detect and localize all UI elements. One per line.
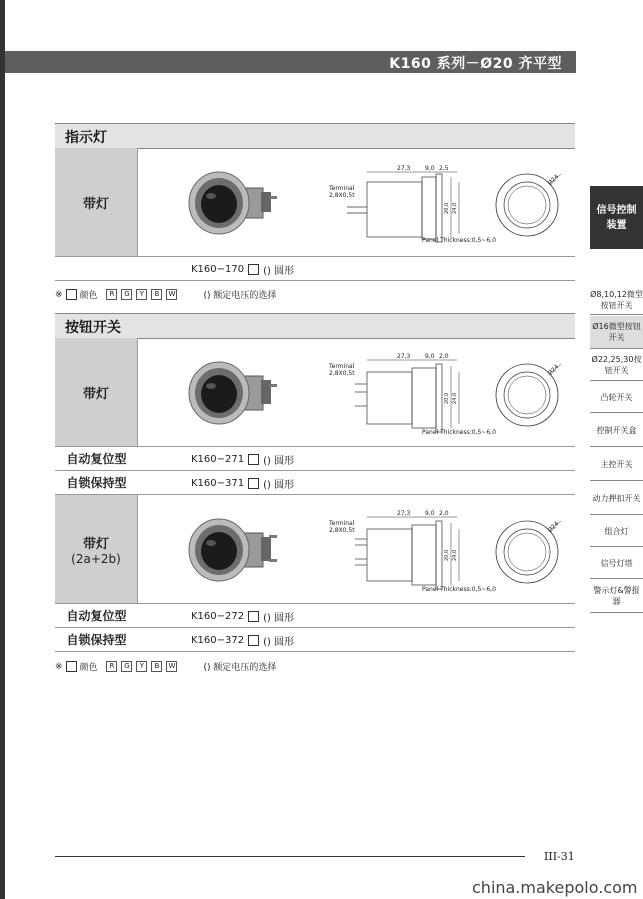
panel-thickness: Panel Thickness:0,5~6,0 [422,586,496,593]
indicator-product-row [55,148,575,257]
pushbutton-note: ※ 颜色 R G Y B W () 额定电压的选择 [55,661,277,673]
pb1-product-label: 带灯 [55,338,138,446]
sidebar-active-category[interactable]: 信号控制 装置 [590,186,643,249]
dim-b: 9,0 [425,353,435,360]
diameter-label: Ø24 [546,173,561,188]
pb2-row1-label: 自动复位型 [66,609,127,623]
pb1-row1-label: 自动复位型 [66,452,127,466]
terminal-label: Terminal [329,520,355,527]
sidebar-item-micro-8-10-12[interactable]: Ø8,10,12微型按钮开关 [590,286,643,315]
dim-h1: 20,0 [444,549,450,561]
pb1-row2-code: K160−371 () 圆形 [191,478,295,491]
indicator-lamp-photo [183,168,283,238]
section-pushbutton-title: 按钮开关 [65,320,121,336]
pb2-row2-label: 自锁保持型 [66,633,127,647]
dim-b: 9,0 [425,165,435,172]
page-number: III-31 [544,850,575,863]
dim-c: 2,5 [439,165,449,172]
left-edge-bar [0,0,5,899]
dim-c: 2,0 [439,510,449,517]
diameter-label: Ø24 [546,520,561,535]
sidebar-item-power-button[interactable]: 动力押扣开关 [590,482,643,515]
pb2-front-drawing [489,517,579,587]
indicator-model-code: K160−170 () 圆形 [191,264,295,277]
dim-c: 2,0 [439,353,449,360]
sidebar-item-control-box[interactable]: 控制开关盒 [590,414,643,447]
indicator-product-label: 带灯 [55,148,138,256]
dim-a: 27,3 [397,510,411,517]
pb1-front-drawing [489,360,579,430]
terminal-size: 2,8X0,5t [329,527,355,534]
terminal-label: Terminal [329,185,355,192]
indicator-model-label [55,257,138,280]
indicator-note: ※ 颜色 R G Y B W () 额定电压的选择 [55,289,277,301]
sidebar-item-micro-16[interactable]: Ø16微型按钮开关 [590,316,643,349]
indicator-model-row [55,257,575,281]
pb2-button-photo [183,515,283,585]
panel-thickness: Panel Thickness:0,5~6,0 [422,237,496,244]
section-pushbutton-heading [55,313,575,339]
panel-thickness: Panel Thickness:0,5~6,0 [422,429,496,436]
indicator-front-drawing [489,170,579,240]
pb2-product-label: 带灯 (2a+2b) [55,495,138,603]
sidebar-item-master-switch[interactable]: 主控开关 [590,448,643,481]
sidebar-item-22-25-30[interactable]: Ø22,25,30按钮开关 [590,350,643,381]
pb1-model-row-2 [55,471,575,495]
section-indicator-heading [55,123,575,149]
sidebar-item-combo-lamp[interactable]: 组合灯 [590,516,643,547]
terminal-size: 2,8X0,5t [329,370,355,377]
dim-h2: 24,0 [452,202,458,214]
pb2-model-row-1 [55,604,575,628]
pb2-product-row [55,495,575,604]
dim-h1: 20,0 [444,202,450,214]
pb2-row2-code: K160−372 () 圆形 [191,635,295,648]
dim-h2: 24,0 [452,549,458,561]
dim-h2: 24,0 [452,392,458,404]
pb2-side-drawing [327,507,496,593]
footer-rule [55,856,525,857]
pb1-row2-label: 自锁保持型 [66,476,127,490]
sidebar-item-warning-lamp[interactable]: 警示灯&警报器 [590,580,643,613]
terminal-label: Terminal [329,363,355,370]
pb2-model-row-2 [55,628,575,652]
watermark: china.makepolo.com [472,878,638,897]
dim-a: 27,3 [397,353,411,360]
pb1-product-row [55,338,575,447]
pb1-row1-code: K160−271 () 圆形 [191,454,295,467]
dim-b: 9,0 [425,510,435,517]
sidebar-item-signal-tower[interactable]: 信号灯塔 [590,548,643,579]
series-header [5,51,576,73]
indicator-side-drawing [327,162,496,244]
pb1-side-drawing [327,350,496,436]
diameter-label: Ø24 [546,363,561,378]
dim-h1: 20,0 [444,392,450,404]
pb2-row1-code: K160−272 () 圆形 [191,611,295,624]
dim-a: 27,3 [397,165,411,172]
pb1-model-row-1 [55,447,575,471]
sidebar-item-cam-switch[interactable]: 凸轮开关 [590,382,643,413]
section-indicator-title: 指示灯 [65,130,107,146]
pb1-button-photo [183,358,283,428]
terminal-size: 2,8X0,5t [329,192,355,199]
series-title: K160 系列－Ø20 齐平型 [389,56,562,72]
